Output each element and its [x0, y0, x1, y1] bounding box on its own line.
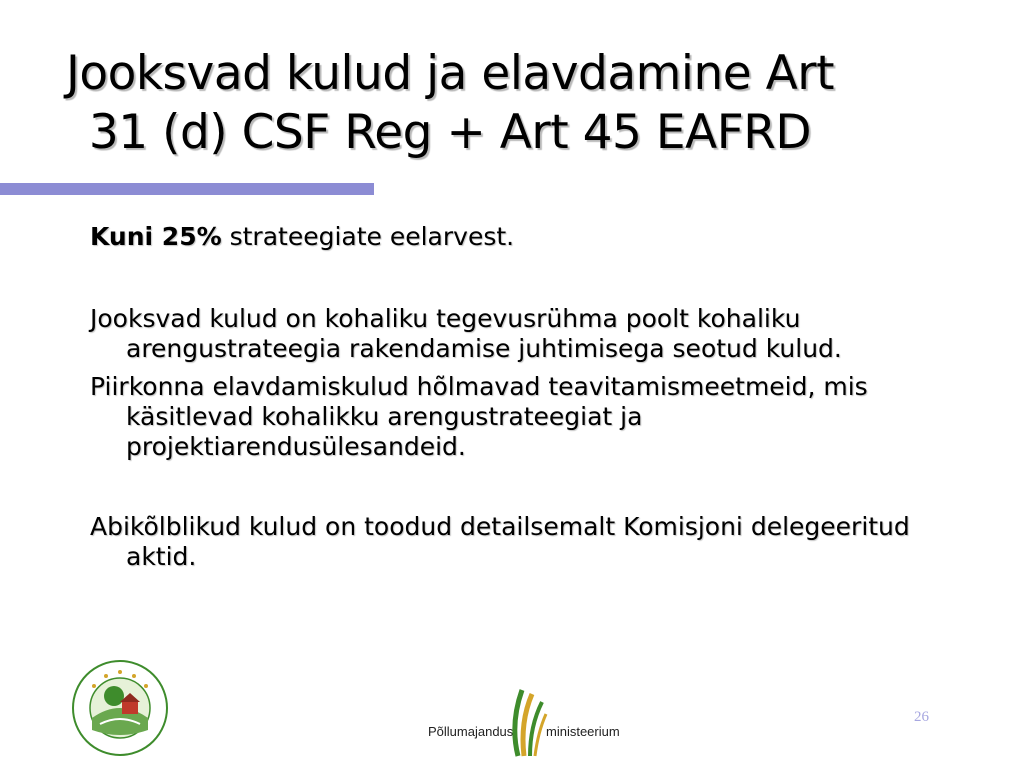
- title-line-2: 31 (d) CSF Reg + Art 45 EAFRD: [88, 105, 812, 160]
- ministry-of-agriculture-logo: [428, 688, 628, 758]
- ministry-name-right: ministeerium: [546, 724, 620, 739]
- paragraph-budget-share: [90, 222, 930, 252]
- wheat-stalks-icon: [504, 688, 548, 758]
- slide-title: [0, 44, 900, 162]
- paragraph-eligible-costs: Abikõlblikud kulud on toodud detailsemalt Komisjoni delegeeritud aktid.: [90, 512, 910, 571]
- budget-share-bold: Kuni 25%: [90, 222, 222, 251]
- paragraph-animation-costs: Piirkonna elavdamiskulud hõlmavad teavitamismeetmeid, mis käsitlevad kohalikku arengustrateegiat ja projektiarendusülesandeid.: [90, 372, 868, 461]
- budget-share-text: strateegiate eelarvest.: [221, 222, 515, 251]
- title-line-1: Jooksvad kulud ja elavdamine Art: [65, 46, 835, 101]
- ministry-name-left: Põllumajandus: [428, 724, 514, 739]
- paragraph-running-costs: Jooksvad kulud on kohaliku tegevusrühma poolt kohaliku arengustrateegia rakendamise juhtimisega seotud kulud.: [90, 304, 842, 363]
- title-accent-bar: [0, 183, 374, 195]
- page-number: 26: [914, 709, 929, 725]
- eu-rural-development-logo: [70, 658, 170, 758]
- slide-body: [90, 222, 930, 572]
